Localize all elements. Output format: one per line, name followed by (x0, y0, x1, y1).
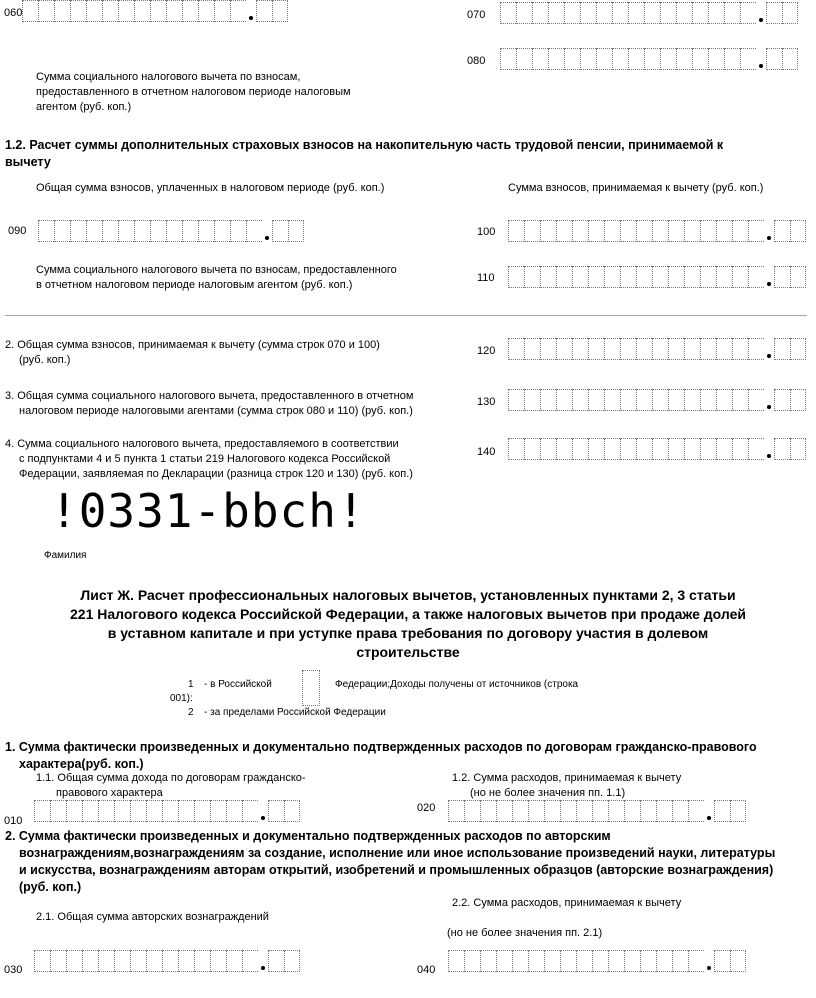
kopeck-cell[interactable] (790, 338, 806, 360)
digit-cell[interactable] (50, 950, 66, 972)
barcode-text: !0331-bbch! (50, 484, 366, 538)
amount-field-060[interactable] (22, 0, 288, 24)
digit-cell[interactable] (198, 220, 214, 242)
digit-cell[interactable] (668, 266, 684, 288)
digit-cell[interactable] (508, 389, 524, 411)
option-1-number: 1 (188, 679, 194, 690)
digit-cell[interactable] (588, 338, 604, 360)
digit-cell[interactable] (82, 800, 98, 822)
digit-cell[interactable] (448, 950, 464, 972)
digit-cell[interactable] (150, 220, 166, 242)
digit-cell[interactable] (692, 2, 708, 24)
kopeck-cell[interactable] (790, 438, 806, 460)
digit-cell[interactable] (82, 950, 98, 972)
amount-field-100[interactable] (508, 220, 806, 244)
option-2-text: - за пределами Российской Федерации (204, 707, 386, 718)
option-2-number: 2 (188, 707, 194, 718)
digit-cell[interactable] (544, 800, 560, 822)
line-code-090: 090 (8, 225, 27, 237)
digit-cell[interactable] (596, 48, 612, 70)
digit-cell[interactable] (708, 48, 724, 70)
digit-cell[interactable] (588, 220, 604, 242)
digit-cell[interactable] (572, 266, 588, 288)
digit-cell[interactable] (700, 338, 716, 360)
digit-cell[interactable] (672, 950, 688, 972)
digit-cell[interactable] (178, 800, 194, 822)
amount-field-120[interactable] (508, 338, 806, 362)
digit-cell[interactable] (540, 220, 556, 242)
digit-cell[interactable] (612, 2, 628, 24)
digit-cell[interactable] (230, 220, 246, 242)
digit-cell[interactable] (480, 950, 496, 972)
digit-cell[interactable] (668, 389, 684, 411)
kopeck-cell[interactable] (774, 389, 790, 411)
digit-cell[interactable] (644, 2, 660, 24)
digit-cell[interactable] (652, 438, 668, 460)
item-2-label: 2. Общая сумма взносов, принимаемая к вычету (сумма строк 070 и 100) (руб. коп.) (5, 339, 380, 366)
digit-cell[interactable] (34, 800, 50, 822)
digit-cell[interactable] (548, 2, 564, 24)
digit-cell[interactable] (656, 800, 672, 822)
amount-field-110[interactable] (508, 266, 806, 290)
digit-cell[interactable] (748, 266, 764, 288)
kopeck-cell[interactable] (790, 266, 806, 288)
digit-cell[interactable] (540, 438, 556, 460)
digit-cell[interactable] (564, 2, 580, 24)
digit-cell[interactable] (532, 48, 548, 70)
kopeck-cell[interactable] (284, 800, 300, 822)
digit-cell[interactable] (130, 800, 146, 822)
digit-cell[interactable] (242, 950, 258, 972)
digit-cell[interactable] (624, 950, 640, 972)
digit-cell[interactable] (464, 950, 480, 972)
digit-cell[interactable] (700, 438, 716, 460)
digit-cell[interactable] (512, 950, 528, 972)
digit-cell[interactable] (716, 266, 732, 288)
sub-2-2-note: (но не более значения пп. 2.1) (447, 927, 603, 939)
digit-cell[interactable] (528, 950, 544, 972)
digit-cell[interactable] (640, 950, 656, 972)
digit-cell[interactable] (660, 2, 676, 24)
sub-2-2-label: 2.2. Сумма расходов, принимаемая к вычету (452, 897, 682, 909)
line-080-label: Сумма социального налогового вычета по взносам, предоставленного в отчетном налоговом периоде налоговым агентом (руб. коп.) (36, 71, 351, 113)
digit-cell[interactable] (620, 438, 636, 460)
decimal-point (756, 48, 766, 70)
digit-cell[interactable] (668, 220, 684, 242)
digit-cell[interactable] (508, 438, 524, 460)
kopeck-cell[interactable] (288, 220, 304, 242)
sheet-title: Лист Ж. Расчет профессиональных налоговых вычетов, установленных пунктами 2, 3 статьи 221 Налогового кодекса Российской Федерации, а также налоговых вычетов при продаже долей в уставном капитале и при уступке права требования по договору участия в долевом строительстве (70, 587, 746, 660)
digit-cell[interactable] (628, 48, 644, 70)
kopeck-cell[interactable] (774, 220, 790, 242)
digit-cell[interactable] (130, 950, 146, 972)
line-code-130: 130 (477, 396, 496, 408)
digit-cell[interactable] (652, 220, 668, 242)
digit-cell[interactable] (644, 48, 660, 70)
digit-cell[interactable] (708, 2, 724, 24)
digit-cell[interactable] (684, 338, 700, 360)
digit-cell[interactable] (556, 389, 572, 411)
digit-cell[interactable] (98, 800, 114, 822)
digit-cell[interactable] (556, 220, 572, 242)
digit-cell[interactable] (692, 48, 708, 70)
digit-cell[interactable] (596, 2, 612, 24)
digit-cell[interactable] (146, 950, 162, 972)
digit-cell[interactable] (214, 220, 230, 242)
digit-cell[interactable] (732, 389, 748, 411)
amount-field-130[interactable] (508, 389, 806, 413)
digit-cell[interactable] (604, 389, 620, 411)
digit-cell[interactable] (588, 389, 604, 411)
decimal-point (704, 800, 714, 822)
digit-cell[interactable] (572, 438, 588, 460)
digit-cell[interactable] (524, 338, 540, 360)
digit-cell[interactable] (70, 220, 86, 242)
digit-cell[interactable] (86, 220, 102, 242)
digit-cell[interactable] (500, 2, 516, 24)
digit-cell[interactable] (684, 220, 700, 242)
decimal-point (764, 338, 774, 360)
sub-1-1-label: 1.1. Общая сумма дохода по договорам гражданско- правового характера (36, 772, 306, 799)
kopeck-cell[interactable] (782, 2, 798, 24)
line-code-070: 070 (467, 9, 486, 21)
digit-cell[interactable] (166, 220, 182, 242)
divider-line (5, 315, 807, 316)
digit-cell[interactable] (464, 800, 480, 822)
digit-cell[interactable] (544, 950, 560, 972)
digit-cell[interactable] (652, 266, 668, 288)
digit-cell[interactable] (540, 266, 556, 288)
digit-cell[interactable] (134, 220, 150, 242)
decimal-point (262, 220, 272, 242)
digit-cell[interactable] (102, 220, 118, 242)
digit-cell[interactable] (668, 438, 684, 460)
digit-cell[interactable] (748, 338, 764, 360)
digit-cell[interactable] (246, 220, 262, 242)
digit-cell[interactable] (524, 438, 540, 460)
line-code-120: 120 (477, 345, 496, 357)
kopeck-cell[interactable] (284, 950, 300, 972)
digit-cell[interactable] (732, 338, 748, 360)
digit-cell[interactable] (604, 266, 620, 288)
digit-cell[interactable] (608, 800, 624, 822)
digit-cell[interactable] (162, 800, 178, 822)
kopeck-cell[interactable] (256, 0, 272, 22)
digit-cell[interactable] (198, 0, 214, 22)
amount-field-070[interactable] (500, 2, 798, 26)
digit-cell[interactable] (516, 2, 532, 24)
decimal-point (764, 389, 774, 411)
kopeck-cell[interactable] (730, 950, 746, 972)
sub-2-1-label: 2.1. Общая сумма авторских вознаграждений (36, 911, 269, 923)
digit-cell[interactable] (572, 389, 588, 411)
kopeck-cell[interactable] (714, 950, 730, 972)
digit-cell[interactable] (580, 48, 596, 70)
digit-cell[interactable] (226, 950, 242, 972)
sub-1-2-label: 1.2. Сумма расходов, принимаемая к вычету (но не более значения пп. 1.1) (452, 772, 682, 799)
digit-cell[interactable] (636, 438, 652, 460)
digit-cell[interactable] (724, 2, 740, 24)
digit-cell[interactable] (114, 950, 130, 972)
digit-cell[interactable] (580, 2, 596, 24)
amount-field-040[interactable] (448, 950, 746, 974)
digit-cell[interactable] (732, 220, 748, 242)
digit-cell[interactable] (624, 800, 640, 822)
digit-cell[interactable] (524, 220, 540, 242)
digit-cell[interactable] (608, 950, 624, 972)
digit-cell[interactable] (716, 438, 732, 460)
digit-cell[interactable] (532, 2, 548, 24)
digit-cell[interactable] (668, 338, 684, 360)
digit-cell[interactable] (676, 48, 692, 70)
digit-cell[interactable] (684, 266, 700, 288)
digit-cell[interactable] (620, 220, 636, 242)
digit-cell[interactable] (528, 800, 544, 822)
digit-cell[interactable] (114, 800, 130, 822)
digit-cell[interactable] (508, 338, 524, 360)
digit-cell[interactable] (540, 338, 556, 360)
digit-cell[interactable] (496, 950, 512, 972)
line-code-030: 030 (4, 964, 23, 976)
digit-cell[interactable] (660, 48, 676, 70)
decimal-point (764, 266, 774, 288)
decimal-point (756, 2, 766, 24)
digit-cell[interactable] (636, 266, 652, 288)
digit-cell[interactable] (684, 389, 700, 411)
line-110-label: Сумма социального налогового вычета по взносам, предоставленного в отчетном налоговом периоде налоговым агентом (руб. коп.) (36, 264, 397, 291)
digit-cell[interactable] (620, 266, 636, 288)
part-2-title: 2. Сумма фактически произведенных и документально подтвержденных расходов по авторским вознаграждениям,вознаграждениям за создание, исполнение или иное использование произведений науки, литературы и искусства, вознаграждениям авторам открытий, изобретений и промышленных образцов (авторские вознаграждения) (руб. коп.) (5, 829, 776, 894)
digit-cell[interactable] (628, 2, 644, 24)
decimal-point (764, 220, 774, 242)
digit-cell[interactable] (620, 389, 636, 411)
digit-cell[interactable] (146, 800, 162, 822)
digit-cell[interactable] (684, 438, 700, 460)
digit-cell[interactable] (636, 220, 652, 242)
digit-cell[interactable] (38, 0, 54, 22)
digit-cell[interactable] (716, 338, 732, 360)
digit-cell[interactable] (54, 0, 70, 22)
digit-cell[interactable] (86, 0, 102, 22)
digit-cell[interactable] (572, 338, 588, 360)
digit-cell[interactable] (748, 438, 764, 460)
digit-cell[interactable] (512, 800, 528, 822)
digit-cell[interactable] (496, 800, 512, 822)
decimal-point (258, 950, 268, 972)
digit-cell[interactable] (50, 800, 66, 822)
digit-cell[interactable] (22, 0, 38, 22)
line-code-100: 100 (477, 226, 496, 238)
digit-cell[interactable] (560, 800, 576, 822)
surname-label: Фамилия (44, 550, 87, 561)
source-question-text: Федерации;Доходы получены от источников (строка (335, 679, 579, 690)
line-code-060: 060 (4, 7, 23, 19)
amount-field-080[interactable] (500, 48, 798, 72)
digit-cell[interactable] (98, 950, 114, 972)
digit-cell[interactable] (230, 0, 246, 22)
digit-cell[interactable] (66, 950, 82, 972)
digit-cell[interactable] (178, 950, 194, 972)
amount-field-030[interactable] (34, 950, 300, 974)
digit-cell[interactable] (242, 800, 258, 822)
digit-cell[interactable] (732, 266, 748, 288)
decimal-point (704, 950, 714, 972)
amount-field-090[interactable] (38, 220, 304, 244)
digit-cell[interactable] (560, 950, 576, 972)
digit-cell[interactable] (524, 266, 540, 288)
digit-cell[interactable] (118, 220, 134, 242)
amount-field-020[interactable] (448, 800, 746, 824)
kopeck-cell[interactable] (272, 0, 288, 22)
digit-cell[interactable] (688, 800, 704, 822)
line-code-010: 010 (4, 815, 23, 827)
digit-cell[interactable] (592, 800, 608, 822)
digit-cell[interactable] (748, 389, 764, 411)
digit-cell[interactable] (182, 0, 198, 22)
kopeck-cell[interactable] (774, 338, 790, 360)
digit-cell[interactable] (508, 220, 524, 242)
digit-cell[interactable] (700, 220, 716, 242)
digit-cell[interactable] (576, 950, 592, 972)
digit-cell[interactable] (134, 0, 150, 22)
digit-cell[interactable] (102, 0, 118, 22)
digit-cell[interactable] (636, 338, 652, 360)
kopeck-cell[interactable] (790, 220, 806, 242)
digit-cell[interactable] (640, 800, 656, 822)
digit-cell[interactable] (38, 220, 54, 242)
source-option-box[interactable] (302, 670, 320, 706)
digit-cell[interactable] (604, 338, 620, 360)
kopeck-cell[interactable] (774, 266, 790, 288)
digit-cell[interactable] (516, 48, 532, 70)
digit-cell[interactable] (572, 220, 588, 242)
kopeck-cell[interactable] (774, 438, 790, 460)
line-code-020: 020 (417, 802, 436, 814)
digit-cell[interactable] (672, 800, 688, 822)
line-code-080: 080 (467, 55, 486, 67)
digit-cell[interactable] (576, 800, 592, 822)
kopeck-cell[interactable] (782, 48, 798, 70)
kopeck-cell[interactable] (766, 2, 782, 24)
digit-cell[interactable] (716, 389, 732, 411)
digit-cell[interactable] (700, 389, 716, 411)
digit-cell[interactable] (724, 48, 740, 70)
digit-cell[interactable] (636, 389, 652, 411)
digit-cell[interactable] (612, 48, 628, 70)
digit-cell[interactable] (592, 950, 608, 972)
digit-cell[interactable] (740, 2, 756, 24)
digit-cell[interactable] (54, 220, 70, 242)
kopeck-cell[interactable] (268, 800, 284, 822)
decimal-point (764, 438, 774, 460)
digit-cell[interactable] (676, 2, 692, 24)
digit-cell[interactable] (166, 0, 182, 22)
kopeck-cell[interactable] (730, 800, 746, 822)
option-code-label: 001): (170, 693, 193, 704)
digit-cell[interactable] (620, 338, 636, 360)
line-code-110: 110 (477, 272, 495, 284)
section-1-2-title: 1.2. Расчет суммы дополнительных страховых взносов на накопительную часть трудовой пенсии, принимаемой к вычету (5, 138, 724, 169)
digit-cell[interactable] (588, 266, 604, 288)
digit-cell[interactable] (524, 389, 540, 411)
digit-cell[interactable] (548, 48, 564, 70)
digit-cell[interactable] (150, 0, 166, 22)
digit-cell[interactable] (556, 266, 572, 288)
item-3-label: 3. Общая сумма социального налогового вычета, предоставленного в отчетном налоговом периоде налоговыми агентами (сумма строк 080 и 110) (руб. коп.) (5, 390, 414, 417)
digit-cell[interactable] (732, 438, 748, 460)
digit-cell[interactable] (448, 800, 464, 822)
kopeck-cell[interactable] (268, 950, 284, 972)
option-1-text: - в Российской (204, 679, 272, 690)
digit-cell[interactable] (500, 48, 516, 70)
part-1-title: 1. Сумма фактически произведенных и документально подтвержденных расходов по договорам гражданско-правового характера(руб. коп.) (5, 740, 757, 771)
digit-cell[interactable] (656, 950, 672, 972)
item-4-label: 4. Сумма социального налогового вычета, предоставляемого в соответствии с подпунктами 4 и 5 пункта 1 статьи 219 Налогового кодекса Российской Федерации, заявляемая по Декларации (разница строк 120 и 130) (руб. коп.) (5, 438, 413, 480)
line-code-140: 140 (477, 446, 496, 458)
kopeck-cell[interactable] (766, 48, 782, 70)
digit-cell[interactable] (70, 0, 86, 22)
digit-cell[interactable] (34, 950, 50, 972)
kopeck-cell[interactable] (272, 220, 288, 242)
decimal-point (258, 800, 268, 822)
digit-cell[interactable] (162, 950, 178, 972)
decimal-point (246, 0, 256, 22)
digit-cell[interactable] (604, 438, 620, 460)
digit-cell[interactable] (66, 800, 82, 822)
kopeck-cell[interactable] (790, 389, 806, 411)
digit-cell[interactable] (210, 800, 226, 822)
amount-field-010[interactable] (34, 800, 300, 824)
digit-cell[interactable] (716, 220, 732, 242)
digit-cell[interactable] (556, 338, 572, 360)
digit-cell[interactable] (588, 438, 604, 460)
digit-cell[interactable] (226, 800, 242, 822)
digit-cell[interactable] (748, 220, 764, 242)
digit-cell[interactable] (182, 220, 198, 242)
digit-cell[interactable] (564, 48, 580, 70)
digit-cell[interactable] (556, 438, 572, 460)
amount-field-140[interactable] (508, 438, 806, 462)
digit-cell[interactable] (652, 338, 668, 360)
digit-cell[interactable] (194, 800, 210, 822)
digit-cell[interactable] (604, 220, 620, 242)
kopeck-cell[interactable] (714, 800, 730, 822)
digit-cell[interactable] (540, 389, 556, 411)
digit-cell[interactable] (194, 950, 210, 972)
digit-cell[interactable] (700, 266, 716, 288)
digit-cell[interactable] (214, 0, 230, 22)
column-label-paid: Общая сумма взносов, уплаченных в налоговом периоде (руб. коп.) (36, 182, 385, 194)
column-label-deductible: Сумма взносов, принимаемая к вычету (руб. коп.) (508, 182, 764, 194)
digit-cell[interactable] (480, 800, 496, 822)
digit-cell[interactable] (652, 389, 668, 411)
digit-cell[interactable] (740, 48, 756, 70)
digit-cell[interactable] (118, 0, 134, 22)
digit-cell[interactable] (688, 950, 704, 972)
digit-cell[interactable] (210, 950, 226, 972)
digit-cell[interactable] (508, 266, 524, 288)
line-code-040: 040 (417, 964, 436, 976)
